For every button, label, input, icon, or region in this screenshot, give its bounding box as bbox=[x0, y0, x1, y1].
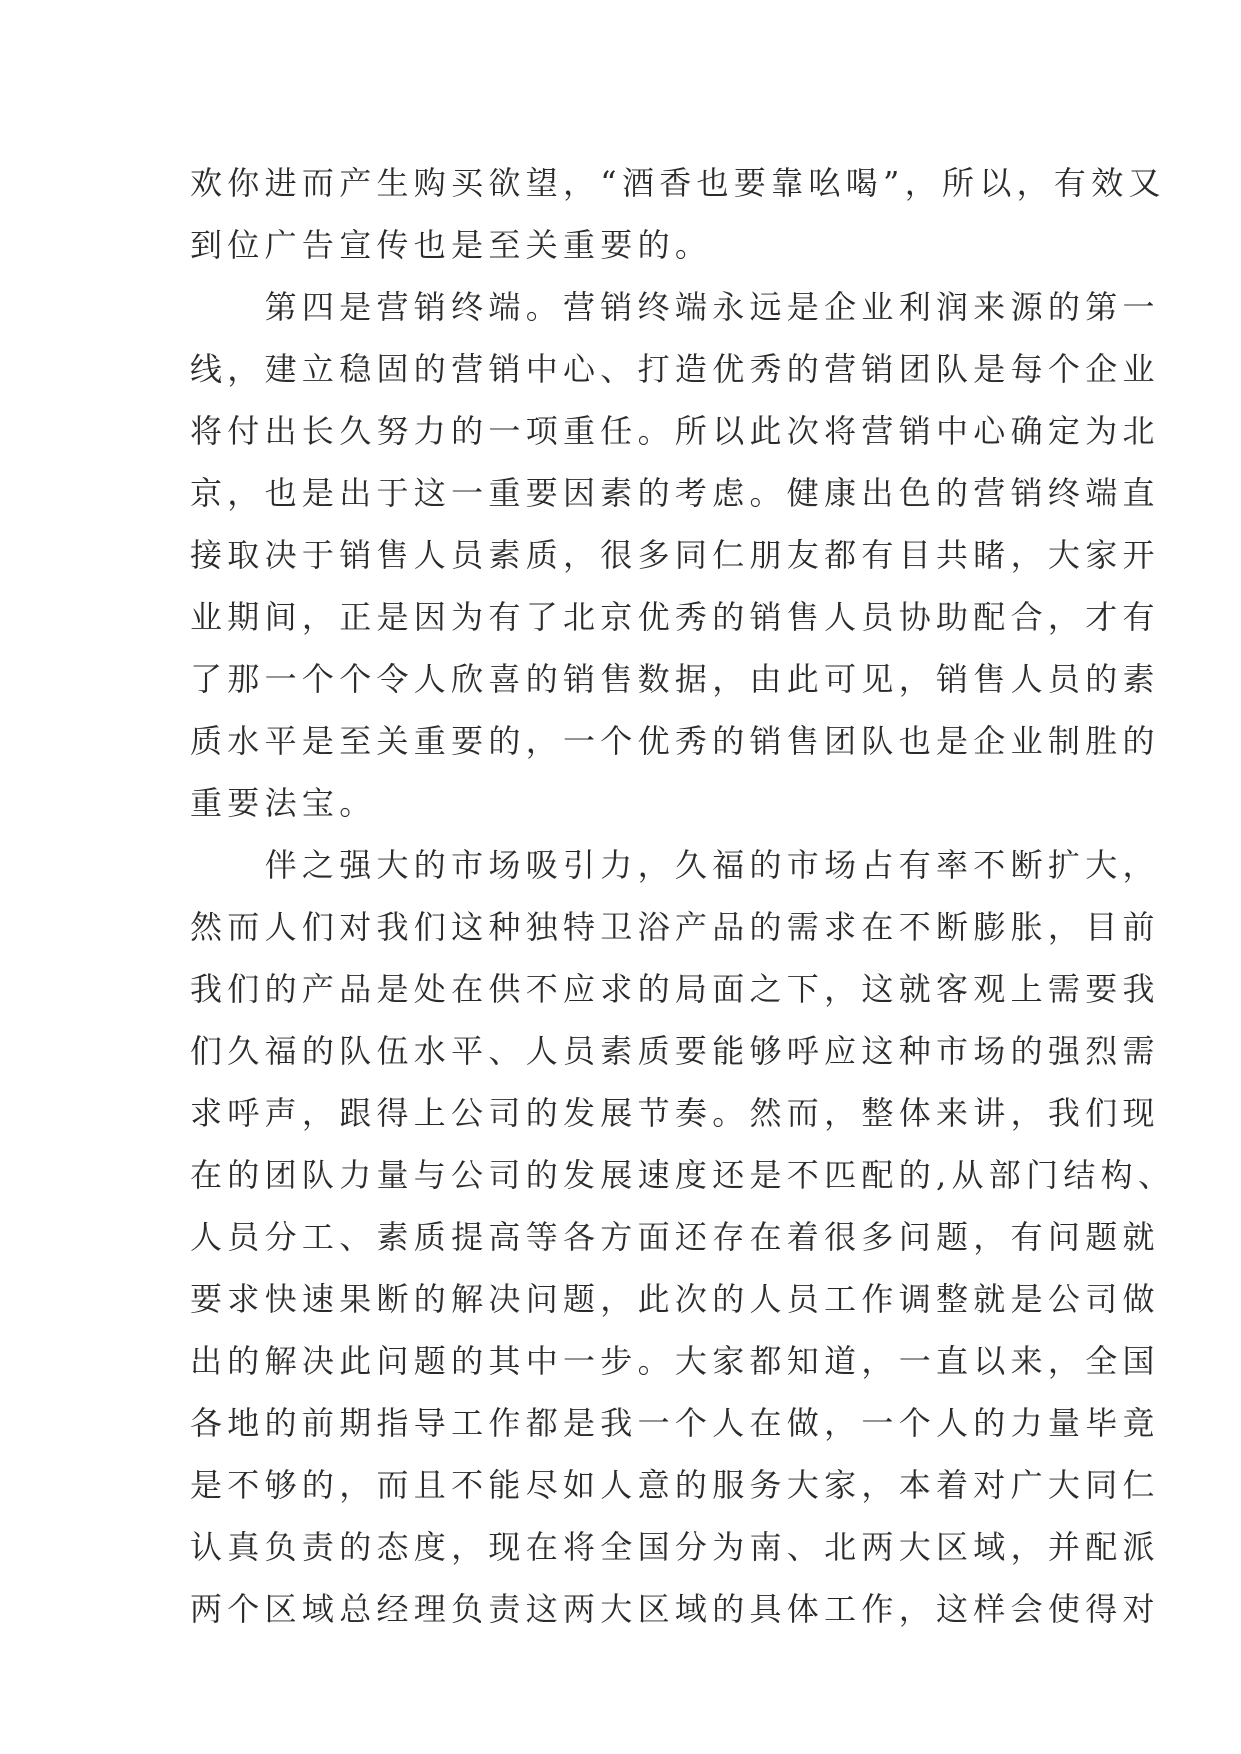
text-line: 第四是营销终端。营销终端永远是企业利润来源的第一 bbox=[190, 288, 1160, 326]
text-line: 两个区域总经理负责这两大区域的具体工作，这样会使得对 bbox=[190, 1590, 1160, 1628]
text-line: 重要法宝。 bbox=[190, 784, 377, 822]
paragraph-market-growth bbox=[190, 834, 1176, 1640]
text-line: 线，建立稳固的营销中心、打造优秀的营销团队是每个企业 bbox=[190, 350, 1160, 388]
text-line: 将付出长久努力的一项重任。所以此次将营销中心确定为北 bbox=[190, 412, 1160, 450]
text-line: 京，也是出于这一重要因素的考虑。健康出色的营销终端直 bbox=[190, 474, 1160, 512]
text-line: 要求快速果断的解决问题，此次的人员工作调整就是公司做 bbox=[190, 1280, 1160, 1318]
text-line: 然而人们对我们这种独特卫浴产品的需求在不断膨胀，目前 bbox=[190, 908, 1160, 946]
text-line: 我们的产品是处在供不应求的局面之下，这就客观上需要我 bbox=[190, 970, 1160, 1008]
text-line: 欢你进而产生购买欲望，“酒香也要靠吆喝”，所以，有效又 bbox=[190, 164, 1166, 202]
text-line: 各地的前期指导工作都是我一个人在做，一个人的力量毕竟 bbox=[190, 1404, 1160, 1442]
text-line: 们久福的队伍水平、人员素质要能够呼应这种市场的强烈需 bbox=[190, 1032, 1160, 1070]
document-body bbox=[190, 152, 1176, 1640]
paragraph-sales-terminal bbox=[190, 276, 1160, 834]
text-line: 到位广告宣传也是至关重要的。 bbox=[190, 226, 713, 264]
text-line: 业期间，正是因为有了北京优秀的销售人员协助配合，才有 bbox=[190, 598, 1160, 636]
text-line: 求呼声，跟得上公司的发展节奏。然而，整体来讲，我们现 bbox=[190, 1094, 1160, 1132]
text-line: 伴之强大的市场吸引力，久福的市场占有率不断扩大， bbox=[190, 846, 1160, 884]
text-line: 质水平是至关重要的，一个优秀的销售团队也是企业制胜的 bbox=[190, 722, 1160, 760]
paragraph-advertising bbox=[190, 152, 1166, 276]
text-line: 认真负责的态度，现在将全国分为南、北两大区域，并配派 bbox=[190, 1528, 1160, 1566]
text-line: 人员分工、素质提高等各方面还存在着很多问题，有问题就 bbox=[190, 1218, 1160, 1256]
text-line: 接取决于销售人员素质，很多同仁朋友都有目共睹，大家开 bbox=[190, 536, 1160, 574]
text-line: 是不够的，而且不能尽如人意的服务大家，本着对广大同仁 bbox=[190, 1466, 1160, 1504]
text-line: 出的解决此问题的其中一步。大家都知道，一直以来，全国 bbox=[190, 1342, 1160, 1380]
text-line: 在的团队力量与公司的发展速度还是不匹配的,从部门结构、 bbox=[190, 1156, 1176, 1194]
text-line: 了那一个个令人欣喜的销售数据，由此可见，销售人员的素 bbox=[190, 660, 1160, 698]
